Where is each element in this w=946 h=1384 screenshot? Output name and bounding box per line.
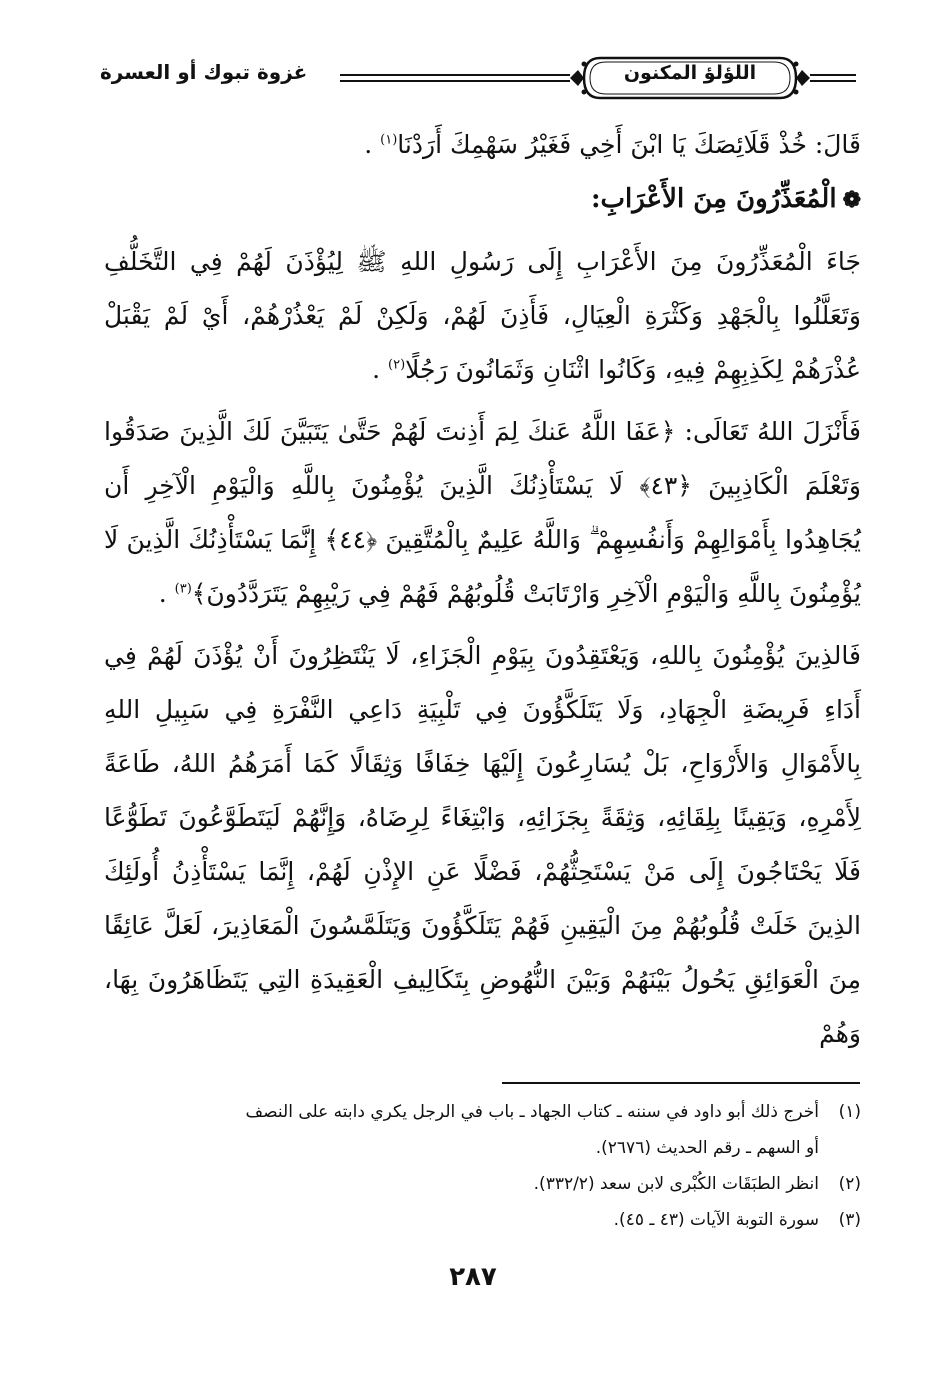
running-header: [100, 52, 860, 108]
main-text: [104, 118, 861, 1061]
paragraph-3: [104, 629, 861, 1061]
footnote-2: [104, 1166, 861, 1202]
footnote-3: [104, 1202, 861, 1238]
section-heading-text: الْمُعَذِّرُونَ مِنَ الأَعْرَابِ:: [590, 184, 837, 214]
page-number: ٢٨٧: [449, 1262, 497, 1292]
flower-ornament-icon: ❁: [842, 187, 861, 213]
footnote-ref-3: (٣): [174, 581, 192, 597]
footnote-number: (١): [838, 1102, 861, 1122]
footnote-ref-1: (١): [380, 132, 398, 148]
footnote-number: (٢): [838, 1174, 861, 1194]
footnote-separator: [502, 1082, 860, 1084]
paragraph-2-lead: فَأَنْزَلَ اللهُ تَعَالَى:: [684, 417, 861, 446]
header-rule-right: [810, 74, 856, 82]
intro-line: قَالَ: خُذْ قَلَائِصَكَ يَا ابْنَ أَخِي فَغَيْرُ سَهْمِكَ أَرَدْنَا$^{(١)}$ .: [364, 130, 861, 159]
footnote-continuation: أو السهم ـ رقم الحديث (٢٦٧٦).: [595, 1138, 819, 1158]
footnote-text: انظر الطبَقَات الكُبْرى لابن سعد (٣٣٢/٢).: [533, 1174, 819, 1194]
footnote-1: [104, 1094, 861, 1166]
paragraph-1-text: جَاءَ الْمُعَذِّرُونَ مِنَ الأَعْرَابِ إِلَى رَسُولِ اللهِ ﷺ لِيُؤْذَنَ لَهُمْ فِي التَّخَلُّفِ وَتَعَلَّلُوا بِالْجَهْدِ وَكَثْرَةِ الْعِيَالِ، فَأَذِنَ لَهُمْ، وَلَكِنْ لَمْ يَعْذُرْهُمْ، أَيْ لَمْ يَقْبَلْ عُذْرَهُمْ لِكَذِبِهِمْ فِيهِ، وَكَانُوا اثْنَانِ وَثَمَانُونَ رَجُلًا: [104, 247, 862, 384]
book-title: اللؤلؤ المكنون: [623, 62, 757, 84]
footnote-text: أخرج ذلك أبو داود في سننه ـ كتاب الجهاد ـ باب في الرجل يكري دابته على النصف: [245, 1102, 819, 1122]
chapter-title: غزوة تبوك أو العسرة: [100, 60, 308, 84]
quran-verses: ﴿عَفَا اللَّهُ عَنكَ لِمَ أَذِنتَ لَهُمْ حَتَّىٰ يَتَبَيَّنَ لَكَ الَّذِينَ صَدَقُوا وَتَعْلَمَ الْكَاذِبِينَ ﴿٤٣﴾ لَا يَسْتَأْذِنُكَ الَّذِينَ يُؤْمِنُونَ بِاللَّهِ وَالْيَوْمِ الْآخِرِ أَن يُجَاهِدُوا بِأَمْوَالِهِمْ وَأَنفُسِهِمْ ۗ وَاللَّهُ عَلِيمٌ بِالْمُتَّقِينَ ﴿٤٤﴾ إِنَّمَا يَسْتَأْذِنُكَ الَّذِينَ لَا يُؤْمِنُونَ بِاللَّهِ وَالْيَوْمِ الْآخِرِ وَارْتَابَتْ قُلُوبُهُمْ فَهُمْ فِي رَيْبِهِمْ يَتَرَدَّدُونَ﴾: [104, 417, 861, 608]
paragraph-3-text: فَالذِينَ يُؤْمِنُونَ بِاللهِ، وَيَعْتَقِدُونَ بِيَوْمِ الْجَزَاءِ، لَا يَنْتَظِرُونَ أَنْ يُؤْذَنَ لَهُمْ فِي أَدَاءِ فَرِيضَةِ الْجِهَادِ، وَلَا يَتَلَكَّؤُونَ فِي تَلْبِيَةِ دَاعِي النَّفْرَةِ فِي سَبِيلِ اللهِ بِالأَمْوَالِ وَالأَرْوَاحِ، بَلْ يُسَارِعُونَ إِلَيْهَا خِفَافًا وَثِقَالًا كَمَا أَمَرَهُمُ اللهُ، طَاعَةً لِأَمْرِهِ، وَيَقِينًا بِلِقَائِهِ، وَثِقَةً بِجَزَائِهِ، وَابْتِغَاءً لِرِضَاهُ، وَإِنَّهُمْ لَيَتَطَوَّعُونَ تَطَوُّعًا فَلَا يَحْتَاجُونَ إِلَى مَنْ يَسْتَحِثُّهُمْ، فَضْلًا عَنِ الإِذْنِ لَهُمْ، إِنَّمَا يَسْتَأْذِنُ أُولَئِكَ الذِينَ خَلَتْ قُلُوبُهُمْ مِنَ الْيَقِينِ فَهُمْ يَتَلَكَّؤُونَ وَيَتَلَمَّسُونَ الْمَعَاذِيرَ، لَعَلَّ عَائِقًا مِنَ الْعَوَائِقِ يَحُولُ بَيْنَهُمْ وَبَيْنَ النُّهُوضِ بِتَكَالِيفِ الْعَقِيدَةِ التِي يَتَظَاهَرُونَ بِهَا، وَهُمْ: [104, 641, 861, 1048]
footnotes: [104, 1094, 861, 1238]
header-rule-left: [340, 74, 570, 82]
paragraph-2: فَأَنْزَلَ اللهُ تَعَالَى: ﴿عَفَا اللَّهُ عَنكَ لِمَ أَذِنتَ لَهُمْ حَتَّىٰ يَتَبَيَّنَ لَكَ الَّذِينَ صَدَقُوا وَتَعْلَمَ الْكَاذِبِينَ ﴿٤٣﴾ لَا يَسْتَأْذِنُكَ الَّذِينَ يُؤْمِنُونَ بِاللَّهِ وَالْيَوْمِ الْآخِرِ أَن يُجَاهِدُوا بِأَمْوَالِهِمْ وَأَنفُسِهِمْ ۗ وَاللَّهُ عَلِيمٌ بِالْمُتَّقِينَ ﴿٤٤﴾ إِنَّمَا يَسْتَأْذِنُكَ الَّذِينَ لَا يُؤْمِنُونَ بِاللَّهِ وَالْيَوْمِ الْآخِرِ وَارْتَابَتْ قُلُوبُهُمْ فَهُمْ فِي رَيْبِهِمْ يَتَرَدَّدُونَ﴾$^{(٣)}$ .: [104, 417, 861, 608]
footnote-text: سورة التوبة الآيات (٤٣ ـ ٤٥).: [613, 1210, 819, 1230]
intro-text: قَالَ: خُذْ قَلَائِصَكَ يَا ابْنَ أَخِي فَغَيْرُ سَهْمِكَ أَرَدْنَا: [397, 130, 861, 159]
footnote-number: (٣): [838, 1210, 861, 1230]
paragraph-1: جَاءَ الْمُعَذِّرُونَ مِنَ الأَعْرَابِ إِلَى رَسُولِ اللهِ ﷺ لِيُؤْذَنَ لَهُمْ فِي التَّخَلُّفِ وَتَعَلَّلُوا بِالْجَهْدِ وَكَثْرَةِ الْعِيَالِ، فَأَذِنَ لَهُمْ، وَلَكِنْ لَمْ يَعْذُرْهُمْ، أَيْ لَمْ يَقْبَلْ عُذْرَهُمْ لِكَذِبِهِمْ فِيهِ، وَكَانُوا اثْنَانِ وَثَمَانُونَ رَجُلًا$^{(٢)}$ .: [104, 247, 862, 384]
book-title-badge: [570, 52, 810, 104]
footnote-ref-2: (٢): [388, 357, 406, 373]
section-heading: [104, 172, 861, 227]
